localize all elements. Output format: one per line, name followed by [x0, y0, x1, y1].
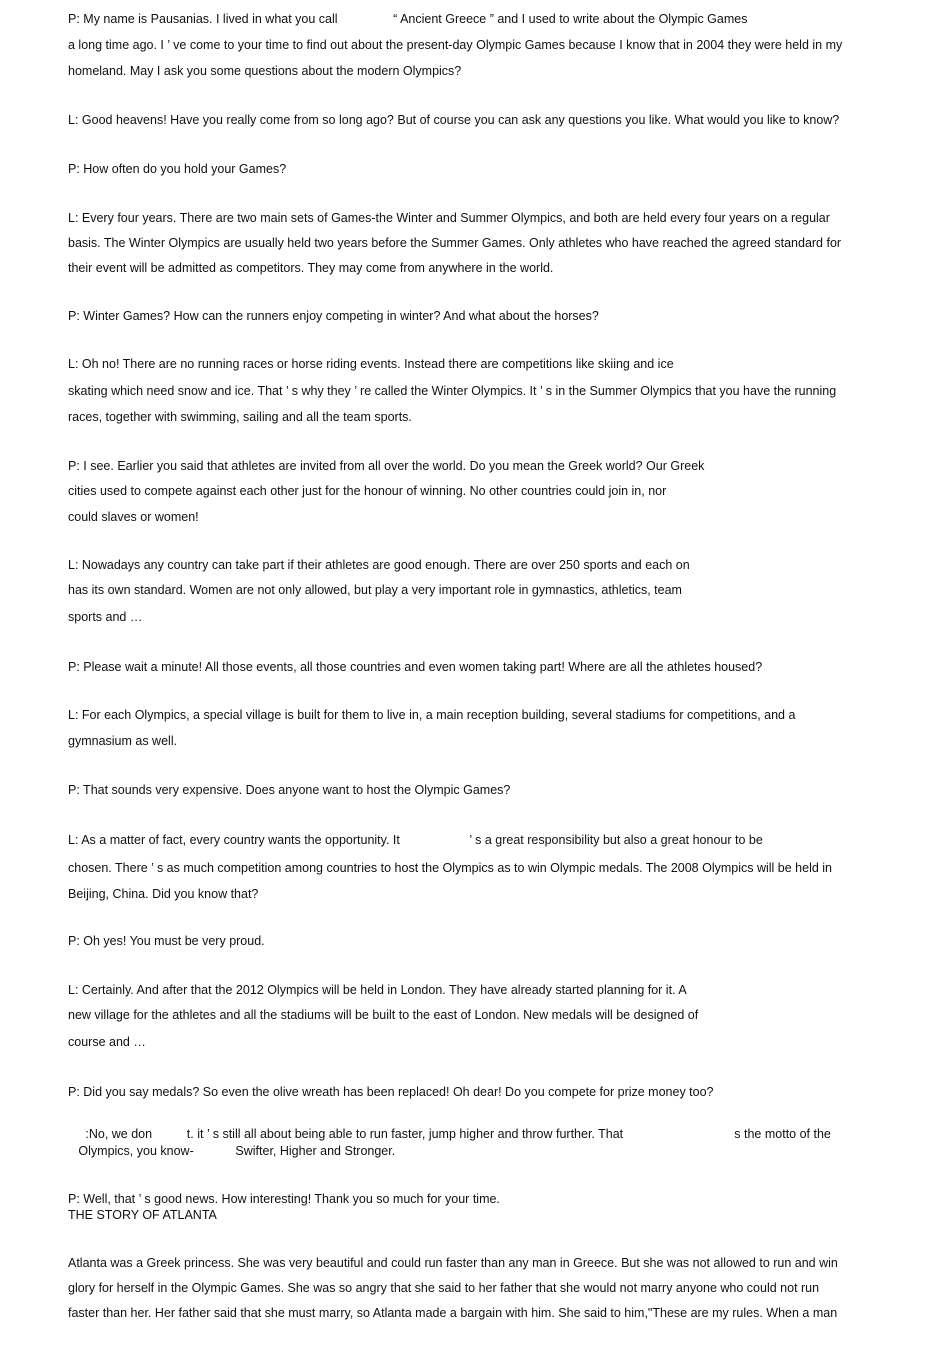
text-line: course and … — [68, 1035, 146, 1049]
text-line: L: Every four years. There are two main sets of Games-the Winter and Summer Olympics, and both are held every four years on a regular — [68, 211, 830, 225]
text-line: a long time ago. I ’ ve come to your time to find out about the present-day Olympic Games because I know that in 2004 they were held in my — [68, 38, 843, 52]
text-line: P: Did you say medals? So even the olive wreath has been replaced! Oh dear! Do you compete for prize money too? — [68, 1085, 714, 1099]
text-line: P: Please wait a minute! All those events, all those countries and even women taking part! Where are all the athletes housed? — [68, 660, 763, 674]
text-line: Olympics, you know- Swifter, Higher and Stronger. — [68, 1144, 396, 1158]
text-line: L: For each Olympics, a special village is built for them to live in, a main reception building, several stadiums for competitions, and a — [68, 708, 796, 722]
text-line: P: That sounds very expensive. Does anyone want to host the Olympic Games? — [68, 783, 511, 797]
text-line: basis. The Winter Olympics are usually held two years before the Summer Games. Only athletes who have reached the agreed standard for — [68, 236, 842, 250]
text-line: L: Nowadays any country can take part if their athletes are good enough. There are over 250 sports and each on — [68, 558, 690, 572]
text-line: gymnasium as well. — [68, 734, 178, 748]
text-line: P: Well, that ’ s good news. How interesting! Thank you so much for your time. — [68, 1192, 500, 1206]
text-line: L: As a matter of fact, every country wants the opportunity. It ’ s a great responsibility but also a great honour to be — [68, 833, 763, 847]
text-line: glory for herself in the Olympic Games. She was so angry that she said to her father that she would not marry anyone who could not run — [68, 1281, 820, 1295]
text-line: Beijing, China. Did you know that? — [68, 887, 259, 901]
text-line: P: I see. Earlier you said that athletes are invited from all over the world. Do you mean the Greek world? Our Greek — [68, 459, 705, 473]
text-line: cities used to compete against each other just for the honour of winning. No other countries could join in, nor — [68, 484, 667, 498]
text-line: P: How often do you hold your Games? — [68, 162, 287, 176]
text-line: Atlanta was a Greek princess. She was very beautiful and could run faster than any man in Greece. But she was not allowed to run and win — [68, 1256, 838, 1270]
text-line: their event will be admitted as competitors. They may come from anywhere in the world. — [68, 261, 554, 275]
text-line: chosen. There ’ s as much competition among countries to host the Olympics as to win Olympic medals. The 2008 Olympics will be held in — [68, 861, 833, 875]
text-line: faster than her. Her father said that she must marry, so Atlanta made a bargain with him. She said to him,"These are my rules. When a man — [68, 1306, 838, 1320]
text-line: :No, we don t. it ’ s still all about being able to run faster, jump higher and throw further. That s the motto of the — [68, 1127, 831, 1141]
section-heading: THE STORY OF ATLANTA — [68, 1208, 217, 1222]
text-line: L: Oh no! There are no running races or horse riding events. Instead there are competitions like skiing and ice — [68, 357, 674, 371]
text-line: P: Oh yes! You must be very proud. — [68, 934, 265, 948]
text-line: could slaves or women! — [68, 510, 199, 524]
text-line: P: My name is Pausanias. I lived in what you call “ Ancient Greece ” and I used to write about the Olympic Games — [68, 12, 748, 26]
text-line: sports and … — [68, 610, 143, 624]
text-line: L: Certainly. And after that the 2012 Olympics will be held in London. They have already started planning for it. A — [68, 983, 687, 997]
text-line: L: Good heavens! Have you really come from so long ago? But of course you can ask any questions you like. What would you like to know? — [68, 113, 840, 127]
text-line: skating which need snow and ice. That ’ s why they ’ re called the Winter Olympics. It ’ s in the Summer Olympics that you have the running — [68, 384, 837, 398]
text-line: new village for the athletes and all the stadiums will be built to the east of London. New medals will be designed of — [68, 1008, 699, 1022]
text-line: has its own standard. Women are not only allowed, but play a very important role in gymnastics, athletics, team — [68, 583, 682, 597]
text-line: races, together with swimming, sailing and all the team sports. — [68, 410, 412, 424]
text-line: P: Winter Games? How can the runners enjoy competing in winter? And what about the horses? — [68, 309, 599, 323]
text-line: homeland. May I ask you some questions about the modern Olympics? — [68, 64, 462, 78]
